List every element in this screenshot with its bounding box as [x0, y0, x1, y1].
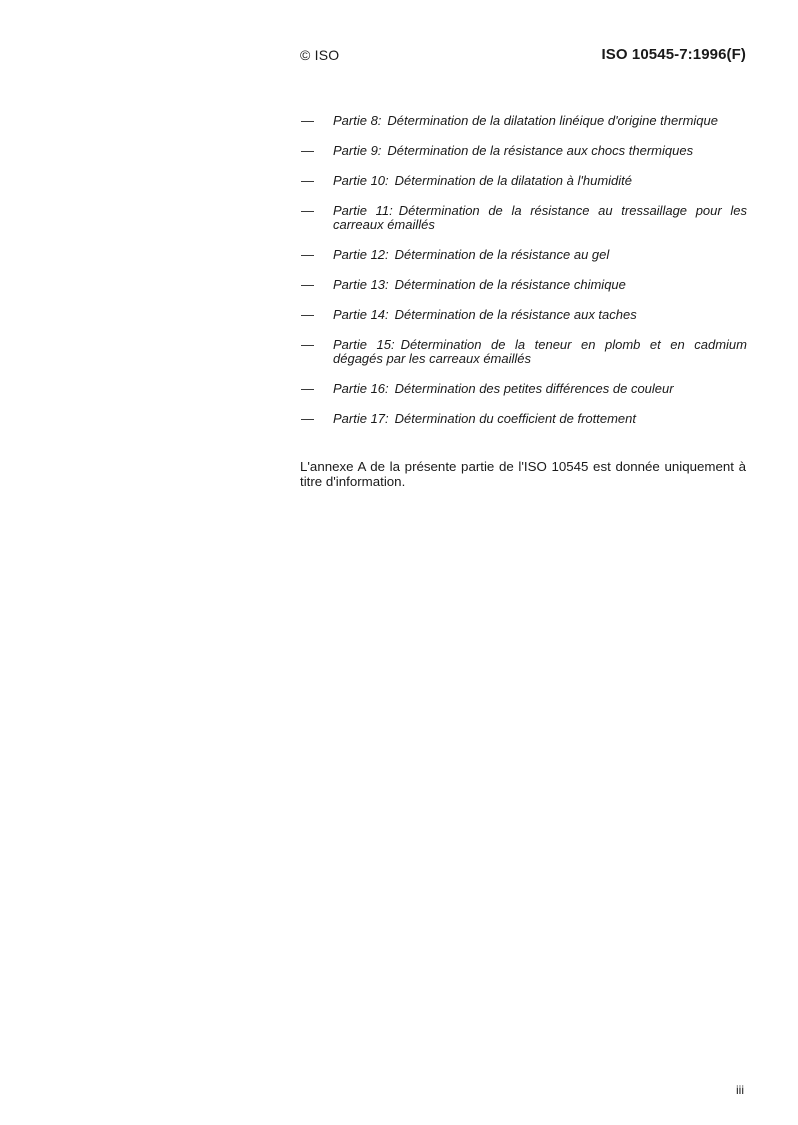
list-item [301, 204, 747, 232]
list-dash: — [301, 411, 314, 426]
part-title: Détermination de la résistance aux chocs thermiques [387, 143, 694, 158]
part-title: Détermination de la résistance aux taches [394, 307, 637, 322]
part-label: Partie 13: [333, 277, 389, 292]
part-label: Partie 12: [333, 247, 389, 262]
part-label: Partie 11: [333, 203, 393, 218]
list-item [301, 144, 747, 158]
part-title: Détermination de la dilatation à l'humidité [394, 173, 632, 188]
copyright-header: © ISO [300, 47, 340, 63]
list-item [301, 248, 747, 262]
standard-reference-header: ISO 10545-7:1996(F) [601, 46, 746, 63]
parts-list [301, 114, 747, 442]
list-item [301, 412, 747, 426]
annex-note-paragraph: L'annexe A de la présente partie de l'ISO 10545 est donnée uniquement à titre d'information. [300, 459, 746, 490]
part-label: Partie 8: [333, 113, 382, 128]
list-item [301, 278, 747, 292]
list-dash: — [301, 203, 314, 218]
part-title: Détermination de la résistance au tressaillage pour les carreaux émaillés [333, 203, 747, 232]
list-dash: — [301, 307, 314, 322]
part-label: Partie 14: [333, 307, 389, 322]
list-dash: — [301, 113, 314, 128]
part-title: Détermination du coefficient de frottement [394, 411, 637, 426]
part-label: Partie 16: [333, 381, 389, 396]
list-item [301, 382, 747, 396]
list-dash: — [301, 247, 314, 262]
list-item [301, 308, 747, 322]
list-item [301, 174, 747, 188]
part-label: Partie 10: [333, 173, 389, 188]
part-title: Détermination de la teneur en plomb et en cadmium dégagés par les carreaux émaillés [333, 337, 747, 366]
list-dash: — [301, 337, 314, 352]
part-label: Partie 9: [333, 143, 382, 158]
page-number: iii [736, 1083, 744, 1097]
list-item [301, 338, 747, 366]
part-label: Partie 17: [333, 411, 389, 426]
part-title: Détermination de la résistance chimique [394, 277, 626, 292]
list-dash: — [301, 277, 314, 292]
list-dash: — [301, 381, 314, 396]
part-title: Détermination des petites différences de couleur [394, 381, 674, 396]
part-title: Détermination de la résistance au gel [394, 247, 610, 262]
part-title: Détermination de la dilatation linéique d'origine thermique [387, 113, 718, 128]
list-item [301, 114, 747, 128]
list-dash: — [301, 143, 314, 158]
part-label: Partie 15: [333, 337, 395, 352]
list-dash: — [301, 173, 314, 188]
